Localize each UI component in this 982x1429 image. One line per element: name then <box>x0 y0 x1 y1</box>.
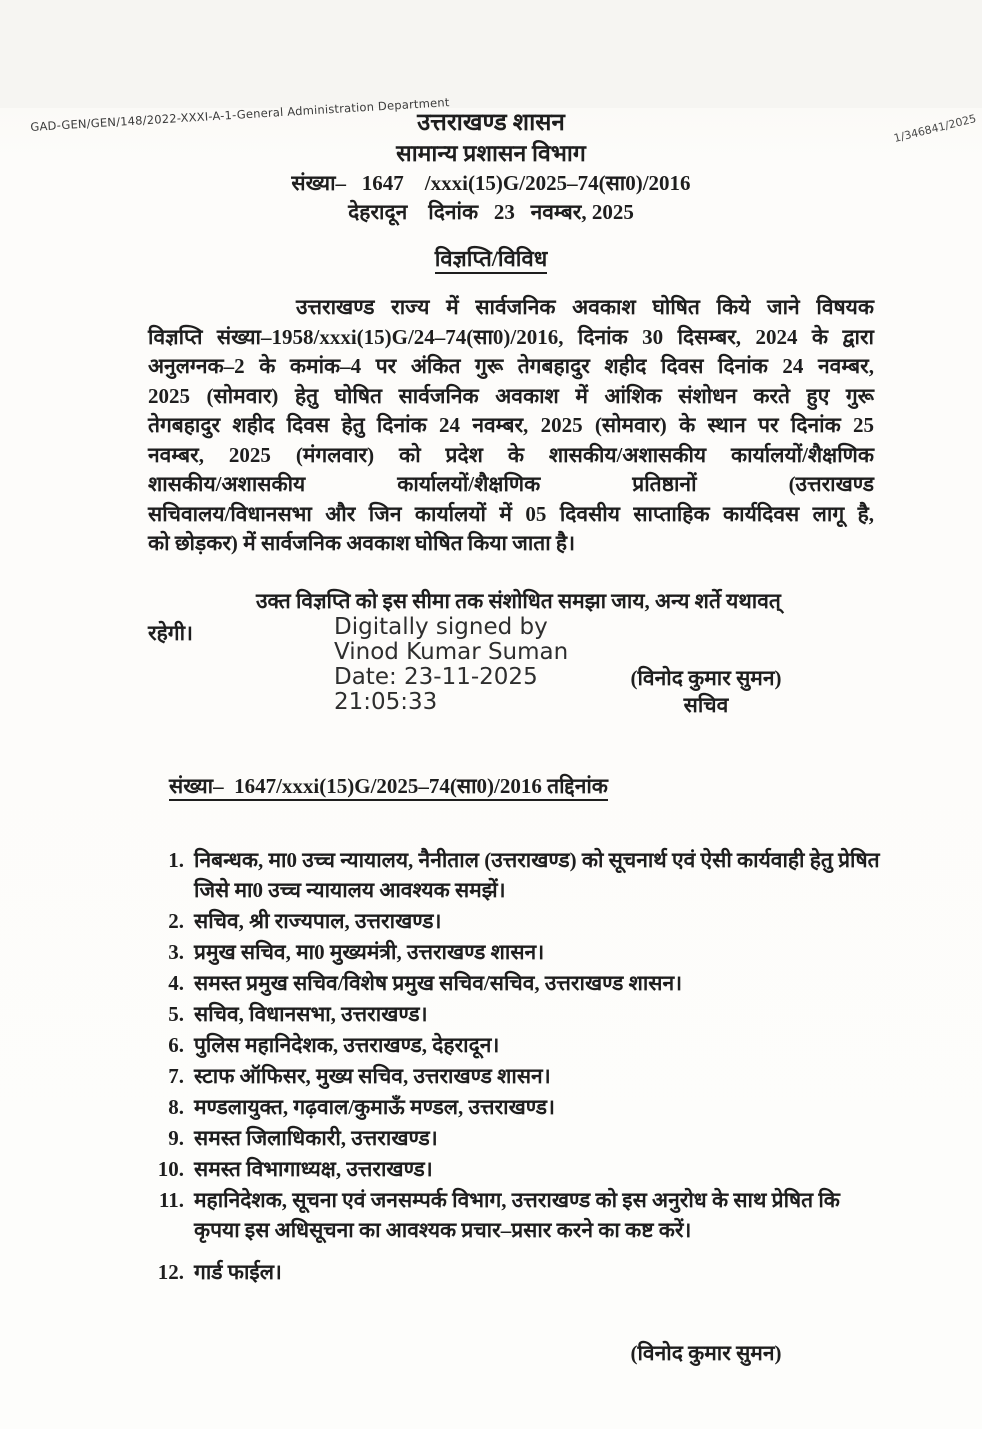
list-item-number: 8. <box>168 1094 184 1119</box>
main-body <box>148 293 874 737</box>
list-item <box>148 1061 882 1091</box>
list-item-number: 4. <box>168 970 184 995</box>
para1-line: तेगबहादुर शहीद दिवस हेतु दिनांक 24 नवम्बर, 2025 (सोमवार) के स्थान पर दिनांक 25 <box>148 413 874 437</box>
list-item-text: महानिदेशक, सूचना एवं जनसम्पर्क विभाग, उत्तराखण्ड को इस अनुरोध के साथ प्रेषित कि कृपया इस अधिसूचना का आवश्यक प्रचार–प्रसार करने का कष्ट करें। <box>194 1187 840 1242</box>
list-item <box>148 1092 882 1122</box>
list-item <box>148 845 882 905</box>
list-item-number: 11. <box>158 1187 184 1212</box>
list-item-number: 7. <box>168 1063 184 1088</box>
para1-line: को छोड़कर) में सार्वजनिक अवकाश घोषित किया जाता है। <box>148 531 576 555</box>
list-item <box>148 999 882 1029</box>
list-item-number: 12. <box>157 1259 184 1284</box>
list-item-text: निबन्धक, मा0 उच्च न्यायालय, नैनीताल (उत्तराखण्ड) को सूचनार्थ एवं ऐसी कार्यवाही हेतु प्रेषित जिसे मा0 उच्च न्यायालय आवश्यक समझें। <box>194 847 880 902</box>
list-item-text: समस्त विभागाध्यक्ष, उत्तराखण्ड। <box>194 1156 433 1181</box>
place-date-line: देहरादून दिनांक 23 नवम्बर, 2025 <box>348 200 634 224</box>
para1-line: सचिवालय/विधानसभा और जिन कार्यालयों में 05 दिवसीय साप्ताहिक कार्यदिवस लागू है, <box>148 501 874 526</box>
list-item-text: मण्डलायुक्त, गढ़वाल/कुमाऊँ मण्डल, उत्तराखण्ड। <box>194 1094 555 1119</box>
list-item <box>148 1257 882 1287</box>
closing-paragraph-and-signature <box>148 587 874 737</box>
list-item-number: 6. <box>168 1032 184 1057</box>
list-item <box>148 1030 882 1060</box>
file-reference-top-right: 1/346841/2025 <box>892 112 978 146</box>
list-item <box>148 1154 882 1184</box>
para1-line: 2025 (सोमवार) हेतु घोषित सार्वजनिक अवकाश में आंशिक संशोधन करते हुए गुरू <box>148 383 874 408</box>
signatory-name: (विनोद कुमार सुमन) <box>630 665 782 690</box>
file-reference-top-left: GAD-GEN/GEN/148/2022-XXXI-A-1-General Administration Department <box>30 95 450 134</box>
scanned-document-page <box>0 95 982 1429</box>
reference-number-line: संख्या– 1647/xxxi(15)G/2025–74(सा0)/2016 तद्दिनांक <box>148 747 608 825</box>
signatory-block <box>616 665 796 719</box>
list-item <box>148 937 882 967</box>
list-item-number: 3. <box>168 939 184 964</box>
digital-signature-line: 21:05:33 <box>334 688 438 715</box>
list-item <box>148 1185 882 1245</box>
para1-line: अनुलग्नक–2 के कमांक–4 पर अंकित गुरू तेगबहादुर शहीद दिवस दिनांक 24 नवम्बर, <box>148 354 874 378</box>
list-item-text: पुलिस महानिदेशक, उत्तराखण्ड, देहरादून। <box>194 1032 500 1057</box>
list-item-text: स्टाफ ऑफिसर, मुख्य सचिव, उत्तराखण्ड शासन। <box>194 1063 551 1088</box>
para1-line: नवम्बर, 2025 (मंगलवार) को प्रदेश के शासकीय/अशासकीय कार्यालयों/शैक्षणिक <box>148 442 874 467</box>
para2-line: उक्त विज्ञप्ति को इस सीमा तक संशोधित समझा जाय, अन्य शर्ते यथावत् <box>256 588 781 613</box>
list-item-text: प्रमुख सचिव, मा0 मुख्यमंत्री, उत्तराखण्ड शासन। <box>194 939 545 964</box>
list-item <box>148 968 882 998</box>
document-subject-title: विज्ञप्ति/विविध <box>0 243 982 273</box>
digital-signature-line: Digitally signed by <box>334 613 548 640</box>
list-item-number: 1. <box>168 847 184 872</box>
digital-signature-line: Date: 23-11-2025 <box>334 663 538 690</box>
list-item-text: सचिव, श्री राज्यपाल, उत्तराखण्ड। <box>194 908 442 933</box>
distribution-list <box>148 845 882 1287</box>
government-name: उत्तराखण्ड शासन <box>417 110 565 136</box>
para2-line: रहेगी। <box>148 620 193 645</box>
list-item <box>148 906 882 936</box>
para1-line: विज्ञप्ति संख्या–1958/xxxi(15)G/24–74(सा0)/2016, दिनांक 30 दिसम्बर, 2024 के द्वारा <box>148 324 874 349</box>
digital-signature-block <box>334 615 568 715</box>
digital-signature-line: Vinod Kumar Suman <box>334 638 569 665</box>
signatory-designation: सचिव <box>683 692 729 717</box>
list-item-number: 10. <box>157 1156 184 1181</box>
list-item-number: 5. <box>168 1001 184 1026</box>
list-item-number: 2. <box>168 908 184 933</box>
list-item-number: 9. <box>168 1125 184 1150</box>
list-item-text: गार्ड फाईल। <box>194 1259 282 1284</box>
footer-signatory-name: (विनोद कुमार सुमन) <box>630 1340 782 1365</box>
list-item <box>148 1123 882 1153</box>
order-number-line: संख्या– 1647 /xxxi(15)G/2025–74(सा0)/2016 <box>291 171 691 195</box>
list-item-text: समस्त प्रमुख सचिव/विशेष प्रमुख सचिव/सचिव, उत्तराखण्ड शासन। <box>194 970 683 995</box>
para1-line: शासकीय/अशासकीय कार्यालयों/शैक्षणिक प्रतिष्ठानों (उत्तराखण्ड <box>148 472 874 496</box>
list-item-text: सचिव, विधानसभा, उत्तराखण्ड। <box>194 1001 428 1026</box>
department-name: सामान्य प्रशासन विभाग <box>396 141 586 166</box>
para1-line: उत्तराखण्ड राज्य में सार्वजनिक अवकाश घोषित किये जाने विषयक <box>296 295 874 319</box>
list-item-text: समस्त जिलाधिकारी, उत्तराखण्ड। <box>194 1125 438 1150</box>
